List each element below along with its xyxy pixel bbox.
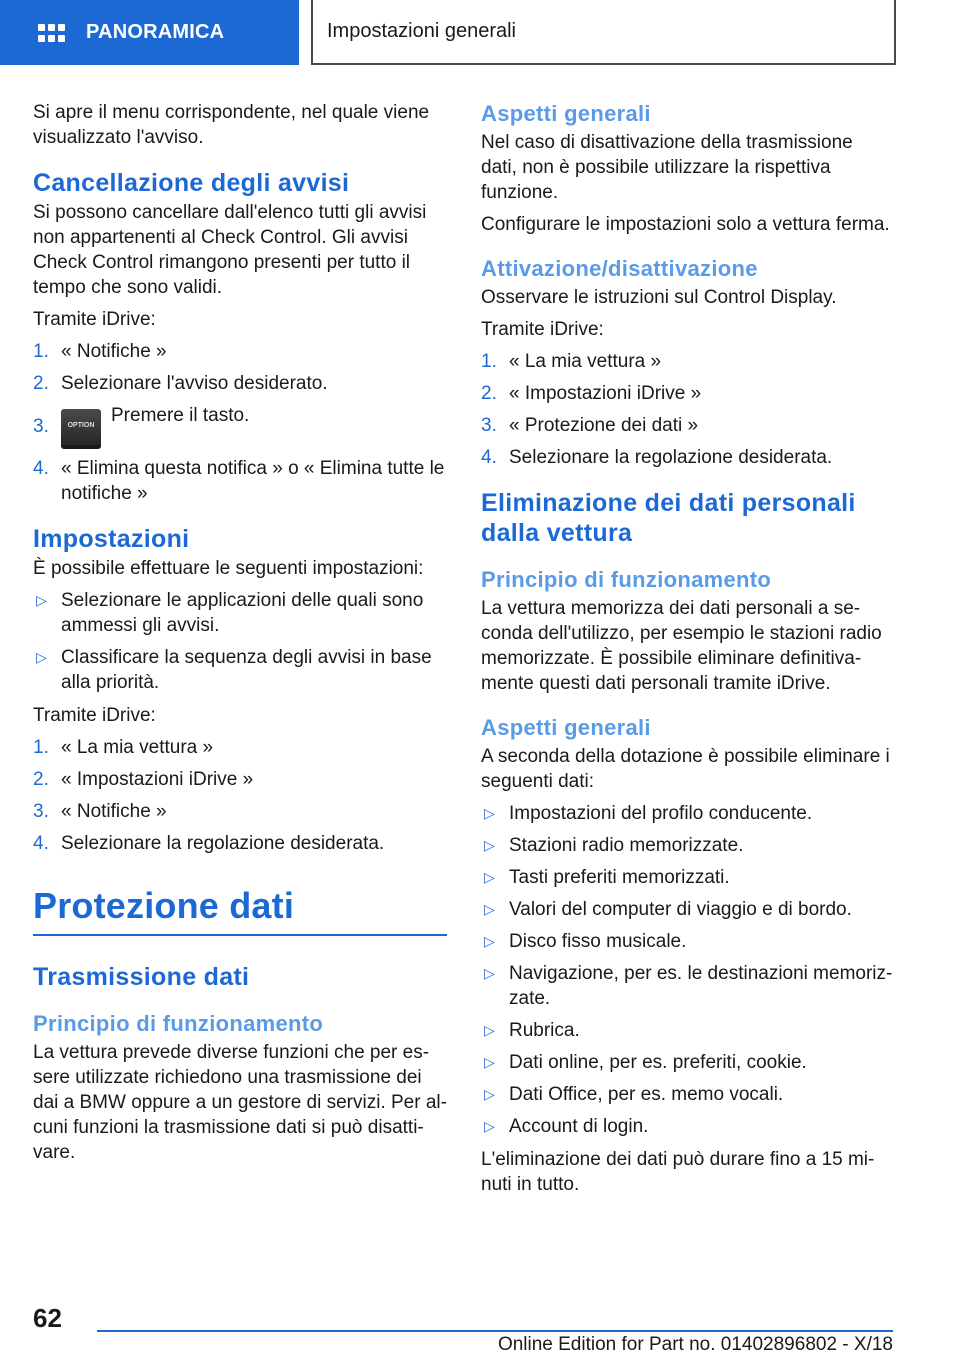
heading-deletion: Eliminazione dei dati personali dalla vettura — [481, 489, 856, 547]
list-item: ▷ Classificare la sequenza degli avvisi in base alla priorità. — [33, 645, 447, 695]
bullet-icon: ▷ — [484, 1022, 495, 1038]
list-item: 2. « Impostazioni iDrive » — [481, 383, 702, 404]
right-column — [481, 100, 893, 1204]
heading-transmission: Trasmissione dati — [33, 963, 250, 991]
deletion-principle-text: La vettura memorizza dei dati personali a se- conda dell'utilizzo, per esempio le stazioni radio memorizzate. È possibile eliminare definitiva- mente questi dati personali tramite iDrive. — [481, 598, 882, 694]
heading-deletion-principle: Principio di funzionamento — [481, 567, 772, 592]
activation-steps — [481, 349, 893, 470]
bullet-icon: ▷ — [484, 805, 495, 821]
list-item: 3. « Protezione dei dati » — [481, 415, 699, 436]
page-number: 62 — [33, 1303, 62, 1333]
footer-edition: Online Edition for Part no. 01402896802 - X/18 — [497, 1334, 893, 1355]
bullet-icon: ▷ — [36, 649, 47, 665]
list-item: ▷ Selezionare le applicazioni delle quali sono ammessi gli avvisi. — [33, 588, 447, 638]
section-header — [311, 0, 896, 65]
list-item: ▷ Impostazioni del profilo conducente. — [481, 801, 893, 826]
list-item: ▷ Account di login. — [481, 1114, 893, 1139]
bullet-icon: ▷ — [484, 1054, 495, 1070]
list-item: ▷ Dati online, per es. preferiti, cookie. — [481, 1050, 893, 1075]
privacy-text: La vettura prevede diverse funzioni che per es- sere utilizzate richiedono una trasmissione dei dai a BMW oppure a un gestore di servizi. Per al- cuni funzioni la trasmissione dati si può disatti- vare. — [33, 1042, 447, 1163]
list-item: 2. « Impostazioni iDrive » — [33, 769, 254, 790]
settings-via: Tramite iDrive: — [33, 705, 156, 726]
cancel-steps — [33, 339, 447, 506]
grid-menu-icon — [38, 21, 66, 45]
cancel-text: Si possono cancellare dall'elenco tutti gli avvisi non appartenenti al Check Control. Gli avvisi Check Control rimangono presenti per tutto il tempo che sono validi. — [33, 202, 427, 298]
list-item: 1. « La mia vettura » — [33, 737, 214, 758]
bullet-icon: ▷ — [484, 1118, 495, 1134]
bullet-icon: ▷ — [484, 837, 495, 853]
option-button-icon: OPTION — [61, 409, 101, 449]
heading-cancel: Cancellazione degli avvisi — [33, 169, 350, 197]
heading-activation: Attivazione/disattivazione — [481, 256, 758, 281]
intro-paragraph: Si apre il menu corrispondente, nel quale viene visualizzato l'avviso. — [33, 102, 430, 148]
list-item: ▷ Tasti preferiti memorizzati. — [481, 865, 893, 890]
list-item: 3. OPTION Premere il tasto. — [33, 403, 447, 449]
list-item: 4. Selezionare la regolazione desiderata. — [33, 833, 385, 854]
list-item: ▷ Rubrica. — [481, 1018, 893, 1043]
list-item: 3. « Notifiche » — [33, 801, 167, 822]
activation-text: Osservare le istruzioni sul Control Display. — [481, 287, 837, 308]
footer-divider — [97, 1330, 893, 1332]
list-item: ▷ Dati Office, per es. memo vocali. — [481, 1082, 893, 1107]
list-item: ▷ Navigazione, per es. le destinazioni memoriz- zate. — [481, 961, 893, 1011]
bullet-icon: ▷ — [36, 592, 47, 608]
bullet-icon: ▷ — [484, 1086, 495, 1102]
settings-steps — [33, 735, 447, 856]
deletion-general-text: A seconda della dotazione è possibile eliminare i seguenti dati: — [481, 746, 890, 792]
heading-settings: Impostazioni — [33, 525, 190, 553]
list-item: 4. « Elimina questa notifica » o « Elimina tutte le notifiche » — [33, 458, 445, 504]
bullet-icon: ▷ — [484, 869, 495, 885]
panoramica-tab[interactable] — [0, 0, 299, 65]
general-p1: Nel caso di disattivazione della trasmissione dati, non è possibile utilizzare la rispettiva funzione. — [481, 132, 853, 203]
heading-principle: Principio di funzionamento — [33, 1011, 324, 1036]
general-p2: Configurare le impostazioni solo a vettura ferma. — [481, 214, 890, 235]
list-item: 2. Selezionare l'avviso desiderato. — [33, 373, 328, 394]
list-item: ▷ Valori del computer di viaggio e di bordo. — [481, 897, 893, 922]
heading-deletion-general: Aspetti generali — [481, 715, 651, 740]
list-item: ▷ Disco fisso musicale. — [481, 929, 893, 954]
bullet-icon: ▷ — [484, 901, 495, 917]
cancel-via: Tramite iDrive: — [33, 309, 156, 330]
list-item: 1. « Notifiche » — [33, 341, 167, 362]
list-item: ▷ Stazioni radio memorizzate. — [481, 833, 893, 858]
deletion-bullets — [481, 801, 893, 1139]
bullet-icon: ▷ — [484, 965, 495, 981]
settings-text: È possibile effettuare le seguenti impostazioni: — [33, 558, 424, 579]
panoramica-label: PANORAMICA — [86, 21, 225, 43]
list-item: 4. Selezionare la regolazione desiderata. — [481, 447, 833, 468]
deletion-closing: L'eliminazione dei dati può durare fino a 15 mi- nuti in tutto. — [481, 1149, 875, 1195]
activation-via: Tramite iDrive: — [481, 319, 604, 340]
bullet-icon: ▷ — [484, 933, 495, 949]
heading-privacy: Protezione dati — [33, 884, 447, 936]
left-column — [33, 100, 447, 1172]
list-item: 1. « La mia vettura » — [481, 351, 662, 372]
section-title: Impostazioni generali — [327, 20, 516, 42]
settings-bullets — [33, 588, 447, 695]
heading-general: Aspetti generali — [481, 101, 651, 126]
